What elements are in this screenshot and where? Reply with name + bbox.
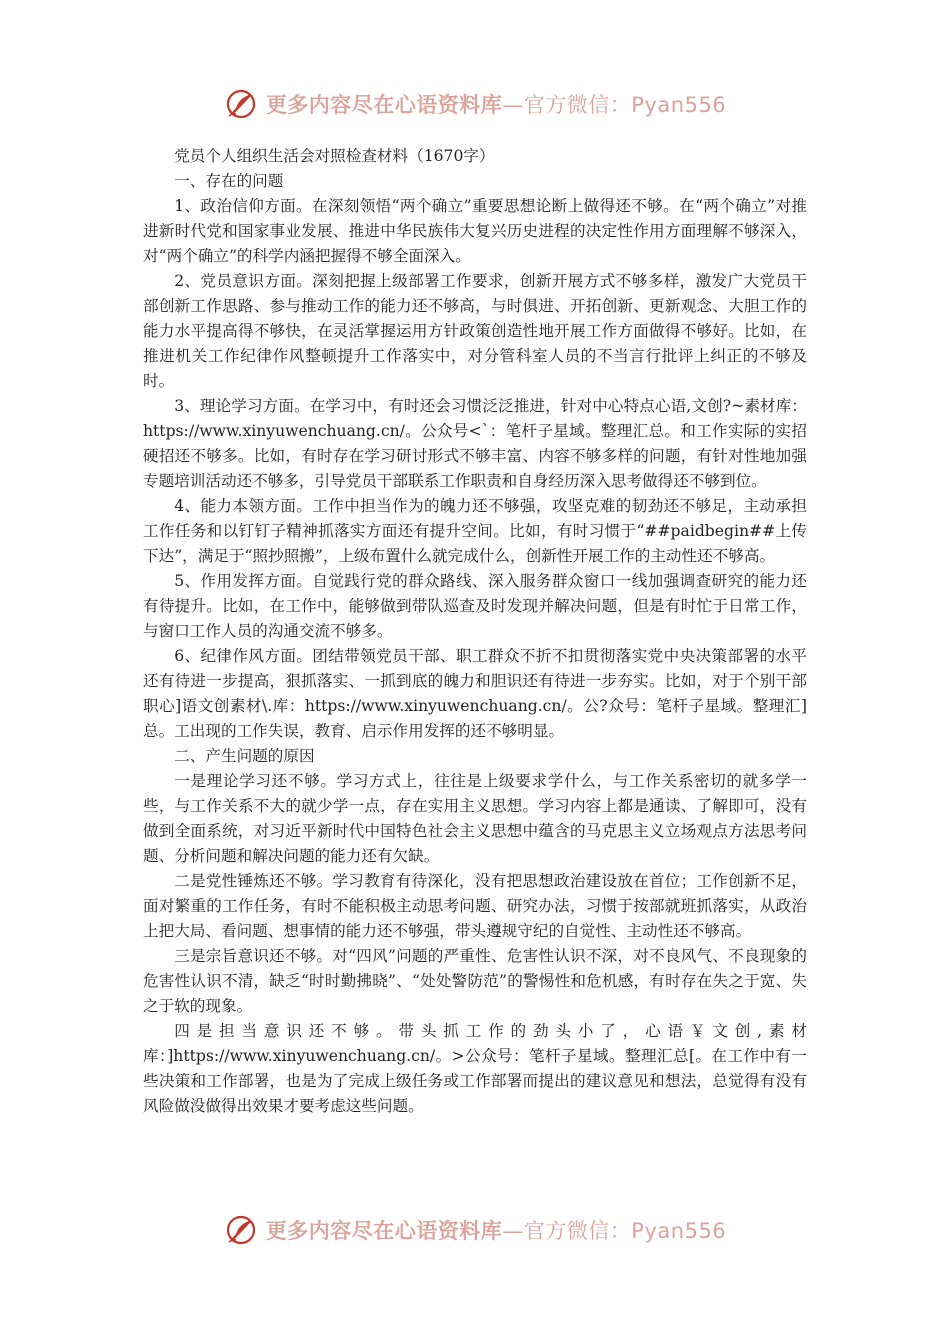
section-heading-causes: 二、产生问题的原因 bbox=[174, 747, 315, 765]
section-heading-problems: 一、存在的问题 bbox=[174, 172, 284, 190]
quill-logo-icon bbox=[224, 87, 258, 121]
paragraph-political-belief: 1、政治信仰方面。在深刻领悟“两个确立”重要思想论断上做得还不够。在“两个确立”对推进新时代党和国家事业发展、推进中华民族伟大复兴历史进程的决定性作用方面理解不够深入，对“两个确立”的科学内涵把握得不够全面深入。 bbox=[143, 197, 807, 265]
paragraph-theory-study: 3、理论学习方面。在学习中，有时还会习惯泛泛推进，针对中心特点心语,文创?~素材库：https://www.xinyuwenchuang.cn/。公众号<`：笔杆子星域。整理汇总。和工作实际的实招硬招还不够多。比如，有时存在学习研讨形式不够丰富、内容不够多样的问题，有针对性地加强专题培训活动还不够多，引导党员干部联系工作职责和自身经历深入思考做得还不够到位。 bbox=[143, 397, 807, 490]
banner-wechat-text: 官方微信：Pyan556 bbox=[523, 93, 727, 117]
paragraph-cause-theory: 一是理论学习还不够。学习方式上，往往是上级要求学什么，与工作关系密切的就多学一些，与工作关系不大的就少学一点，存在实用主义思想。学习内容上都是通读、了解即可，没有做到全面系统，对习近平新时代中国特色社会主义思想中蕴含的马克思主义立场观点方法思考问题、分析问题和解决问题的能力还有欠缺。 bbox=[143, 772, 807, 865]
banner-main-text: 更多内容尽在心语资料库 bbox=[265, 1219, 503, 1243]
paragraph-cause-purpose: 三是宗旨意识还不够。对“四风”问题的严重性、危害性认识不深，对不良风气、不良现象的危害性认识不清，缺乏“时时勤拂晓”、“处处警防范”的警惕性和危机感，有时存在失之于宽、失之于软的现象。 bbox=[143, 947, 807, 1015]
header-banner bbox=[0, 84, 950, 124]
banner-dash: — bbox=[502, 93, 524, 117]
document-body bbox=[143, 144, 807, 1119]
paragraph-party-awareness: 2、党员意识方面。深刻把握上级部署工作要求，创新开展方式不够多样，激发广大党员干部创新工作思路、参与推动工作的能力还不够高，与时俱进、开拓创新、更新观念、大胆工作的能力水平提高得不够快，在灵活掌握运用方针政策创造性地开展工作方面做得不够好。比如，在推进机关工作纪律作风整顿提升工作落实中，对分管科室人员的不当言行批评上纠正的不够及时。 bbox=[143, 272, 807, 390]
paragraph-role-playing: 5、作用发挥方面。自觉践行党的群众路线、深入服务群众窗口一线加强调查研究的能力还有待提升。比如，在工作中，能够做到带队巡查及时发现并解决问题，但是有时忙于日常工作，与窗口工作人员的沟通交流不够多。 bbox=[143, 572, 807, 640]
banner-main-text: 更多内容尽在心语资料库 bbox=[265, 93, 503, 117]
paragraph-ability: 4、能力本领方面。工作中担当作为的魄力还不够强，攻坚克难的韧劲还不够足，主动承担工作任务和以钉钉子精神抓落实方面还有提升空间。比如，有时习惯于“##paidbegin##上传下达”，满足于“照抄照搬”，上级布置什么就完成什么，创新性开展工作的主动性还不够高。 bbox=[143, 497, 807, 565]
paragraph-cause-party-spirit: 二是党性锤炼还不够。学习教育有待深化，没有把思想政治建设放在首位；工作创新不足，面对繁重的工作任务，有时不能积极主动思考问题、研究办法，习惯于按部就班抓落实，从政治上把大局、看问题、想事情的能力还不够强，带头遵规守纪的自觉性、主动性还不够高。 bbox=[143, 872, 807, 940]
quill-logo-icon bbox=[224, 1213, 258, 1247]
paragraph-cause-responsibility: 四是担当意识还不够。带头抓工作的劲头小了，心语￥文创,素材库：]https://www.xinyuwenchuang.cn/。>公众号：笔杆子星域。整理汇总[。在工作中有一些决策和工作部署，也是为了完成上级任务或工作部署而提出的建议意见和想法，总觉得有没有风险做没做得出效果才要考虑这些问题。 bbox=[143, 1022, 807, 1115]
banner-wechat-text: 官方微信：Pyan556 bbox=[523, 1219, 727, 1243]
banner-text bbox=[266, 89, 726, 119]
footer-banner bbox=[0, 1210, 950, 1250]
banner-text bbox=[266, 1215, 726, 1245]
banner-dash: — bbox=[502, 1219, 524, 1243]
paragraph-discipline: 6、纪律作风方面。团结带领党员干部、职工群众不折不扣贯彻落实党中央决策部署的水平还有待进一步提高，狠抓落实、一抓到底的魄力和胆识还有待进一步夯实。比如，对于个别干部职心]语文创素材\.库：https://www.xinyuwenchuang.cn/。公?众号：笔杆子星域。整理汇]总。工出现的工作失误，教育、启示作用发挥的还不够明显。 bbox=[143, 647, 807, 740]
document-title: 党员个人组织生活会对照检查材料（1670字） bbox=[174, 147, 495, 165]
